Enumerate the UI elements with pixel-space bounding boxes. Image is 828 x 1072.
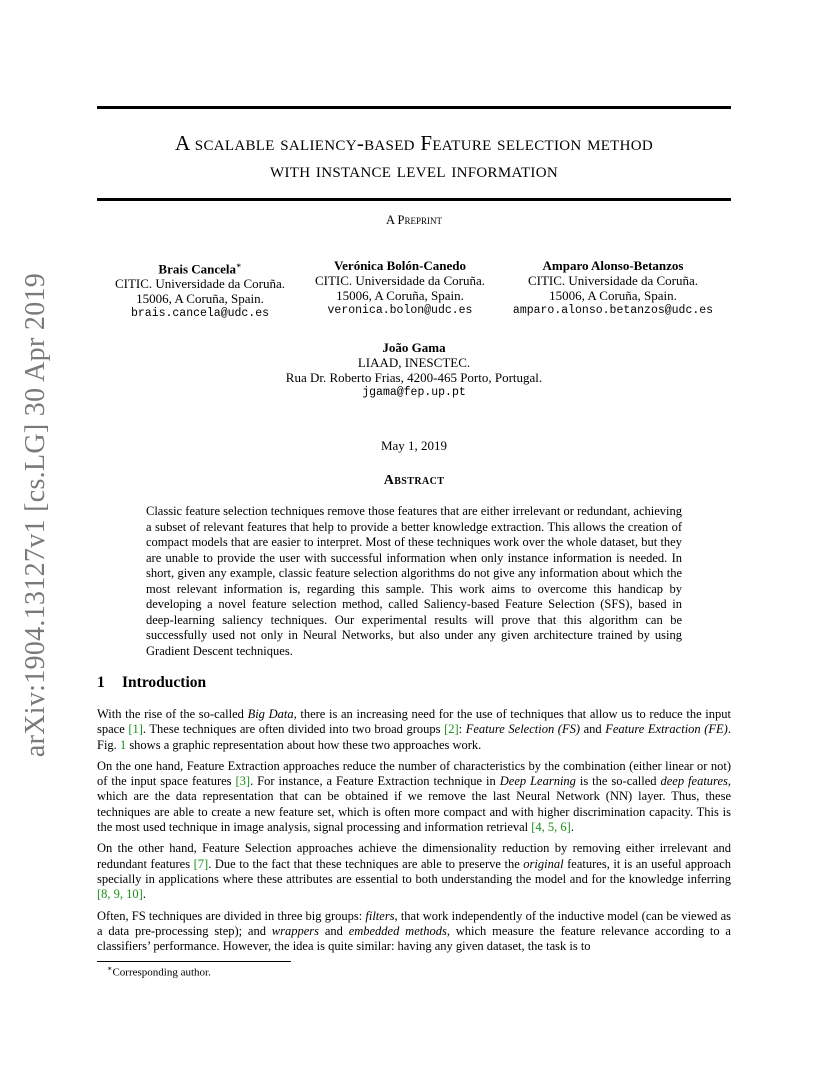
author-block-2 xyxy=(300,258,500,318)
title-top-rule xyxy=(97,106,731,109)
author-block-3 xyxy=(503,258,723,318)
author-email[interactable]: brais.cancela@udc.es xyxy=(130,307,270,321)
corresponding-mark: ∗ xyxy=(236,261,242,270)
abstract-heading: Abstract xyxy=(383,473,445,488)
citation-link[interactable]: [3] xyxy=(235,774,251,789)
author-affiliation: CITIC. Universidade da Coruña. xyxy=(114,276,286,292)
arxiv-stamp xyxy=(14,270,58,760)
arxiv-id: arXiv:1904.13127v1 [cs.LG] 30 Apr 2019 xyxy=(20,272,52,758)
author-name: Amparo Alonso-Betanzos xyxy=(542,258,684,273)
author-block-4 xyxy=(214,340,614,400)
author-email[interactable]: veronica.bolon@udc.es xyxy=(327,304,473,317)
abstract-text: Classic feature selection techniques remove those features that are either irrelevant or redundant, achieving a subset of relevant features that help to provide a better knowledge extraction. This allows the creation of compact models that are easier to interpret. Most of these techniques work over the whole dataset, but they are unable to provide the user with successful information when only instance information is needed. In short, given any example, classic feature selection algorithms do not give any information about which the most relevant information is, regarding this sample. This work aims to overcome this handicap by developing a novel feature selection method, called Saliency-based Feature Selection (SFS), based in deep-learning saliency techniques. Our experimental results will prove that this algorithm can be successfully used not only in Neural Networks, but also under any given architecture trained by using Gradient Descent techniques. xyxy=(146,504,682,658)
paper-title xyxy=(97,130,731,184)
title-line-1: A scalable saliency-based Feature selection method xyxy=(174,131,654,155)
footnote-text: Corresponding author. xyxy=(112,966,211,979)
citation-link[interactable]: [2] xyxy=(444,722,459,737)
author-name: Brais Cancela∗ xyxy=(158,261,242,277)
author-block-1 xyxy=(100,258,300,321)
footnote-mark: ∗ xyxy=(107,964,113,973)
title-bottom-rule xyxy=(97,198,731,201)
footnote xyxy=(107,964,211,979)
citation-link[interactable]: [8, 9, 10] xyxy=(97,887,143,902)
figure-link[interactable]: 1 xyxy=(119,737,127,752)
section-number: 1 xyxy=(97,674,105,691)
paragraph-1: With the rise of the so-called Big Data, there is an increasing need for the use of techniques that allow us to reduce the input space [1]. These techniques are often divided into two broad groups [2]: Feature Selection (FS) and Feature Extraction (FE). Fig. 1 shows a graphic representation about how these two approaches work. xyxy=(97,707,731,752)
author-email[interactable]: jgama@fep.up.pt xyxy=(362,386,466,399)
section-title: Introduction xyxy=(122,674,207,691)
author-affiliation: LIAAD, INESCTEC. xyxy=(357,355,471,370)
author-address: 15006, A Coruña, Spain. xyxy=(336,288,464,303)
paragraph-2: On the one hand, Feature Extraction approaches reduce the number of characteristics by the combination (either linear or not) of the input space features [3]. For instance, a Feature Extraction technique in Deep Learning is the so-called deep features, which are the data representation that can be obtained if we remove the last Neural Network (NN) layer. Thus, these techniques are able to create a new feature set, which is often more compact and with higher discrimination capacity. This is the most used technique in image analysis, signal processing and information retrieval [4, 5, 6]. xyxy=(97,758,731,835)
author-affiliation: CITIC. Universidade da Coruña. xyxy=(314,273,486,288)
preprint-label: A Preprint xyxy=(386,213,442,227)
paragraph-3: On the other hand, Feature Selection approaches achieve the dimensionality reduction by removing either irrelevant and redundant features [7]. Due to the fact that these techniques are able to preserve the original features, it is an useful approach specially in applications where these attributes are essential to both understanding the model and for the knowledge inferring [8, 9, 10]. xyxy=(97,841,731,902)
author-affiliation: CITIC. Universidade da Coruña. xyxy=(527,273,699,288)
author-address: Rua Dr. Roberto Frias, 4200-465 Porto, Portugal. xyxy=(285,370,543,385)
title-line-2: with instance level information xyxy=(270,158,558,182)
author-email[interactable]: amparo.alonso.betanzos@udc.es xyxy=(512,304,714,317)
author-name: Verónica Bolón-Canedo xyxy=(333,258,467,273)
author-address: 15006, A Coruña, Spain. xyxy=(136,291,264,307)
citation-link[interactable]: [1] xyxy=(128,722,143,737)
citation-link[interactable]: [7] xyxy=(193,856,209,871)
section-heading xyxy=(97,674,206,692)
author-address: 15006, A Coruña, Spain. xyxy=(549,288,677,303)
body-text xyxy=(97,707,731,960)
paper-date: May 1, 2019 xyxy=(380,438,448,453)
paragraph-4: Often, FS techniques are divided in three big groups: filters, that work independently of the inductive model (can be viewed as a data pre-processing step); and wrappers and embedded methods, which measure the feature relevance according to a classifiers’ performance. However, the idea is quite similar: having any given dataset, the task is to xyxy=(97,908,731,954)
author-name: João Gama xyxy=(382,340,446,355)
citation-link[interactable]: [4, 5, 6] xyxy=(531,820,571,835)
footnote-rule xyxy=(97,961,291,962)
